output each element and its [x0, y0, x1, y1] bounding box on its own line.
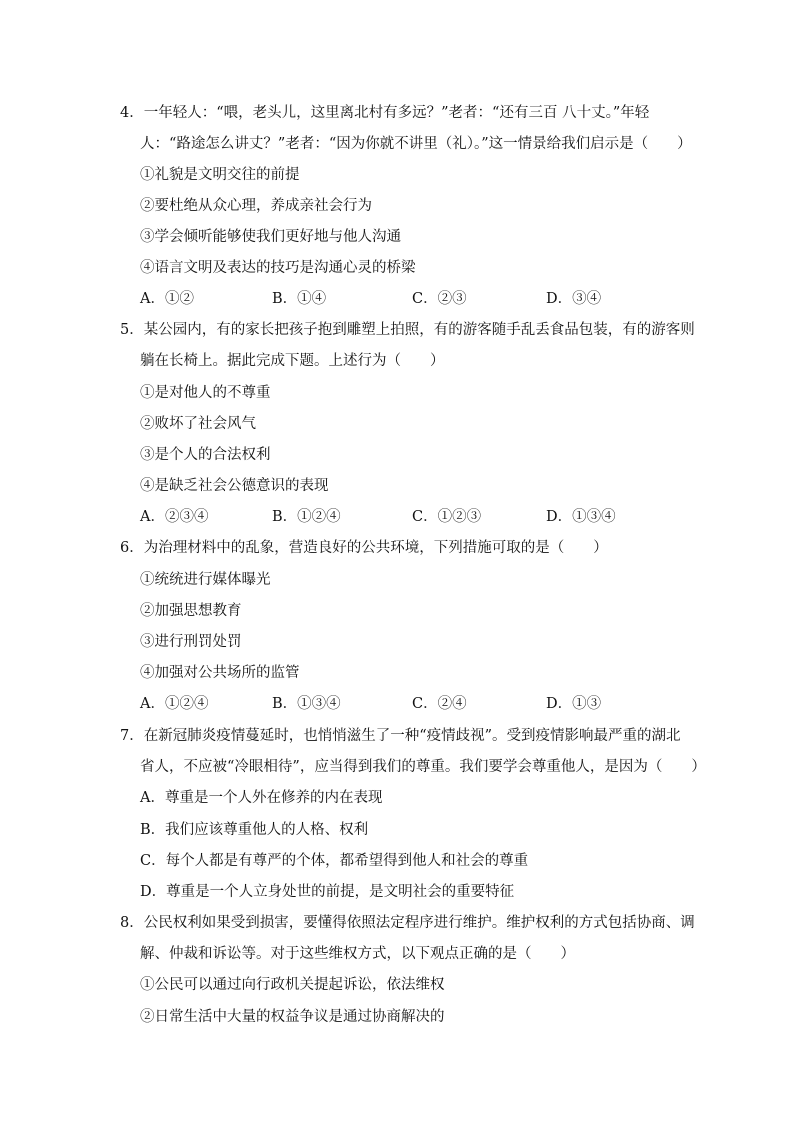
question-stem-line: 省人，不应被“冷眼相待”，应当得到我们的尊重。我们要学会尊重他人，是因为（ ） — [140, 759, 706, 775]
statement-item: ③是个人的合法权利 — [140, 447, 271, 463]
choice-c: C．②③ — [412, 291, 467, 307]
statement-item: ②要杜绝从众心理，养成亲社会行为 — [140, 198, 372, 214]
question-stem-line: 5．某公园内，有的家长把孩子抱到雕塑上拍照，有的游客随手乱丢食品包装，有的游客则 — [120, 322, 695, 338]
statement-item: ①统统进行媒体曝光 — [140, 572, 271, 588]
question-stem-line: 6．为治理材料中的乱象，营造良好的公共环境，下列措施可取的是（ ） — [120, 540, 608, 556]
choice-b: B．①②④ — [272, 509, 341, 525]
statement-item: ①礼貌是文明交往的前提 — [140, 167, 300, 183]
choice-d: D．③④ — [546, 291, 602, 307]
choice-a: A．①②④ — [140, 696, 209, 712]
choice-a: A．①② — [140, 291, 194, 307]
choice-c: C．每个人都是有尊严的个体，都希望得到他人和社会的尊重 — [140, 853, 529, 869]
statement-item: ①是对他人的不尊重 — [140, 385, 271, 401]
statement-item: ③进行刑罚处罚 — [140, 634, 242, 650]
choice-d: D．尊重是一个人立身处世的前提，是文明社会的重要特征 — [140, 884, 515, 900]
choice-a: A．②③④ — [140, 509, 209, 525]
statement-item: ②加强思想教育 — [140, 603, 242, 619]
choice-d: D．①③ — [546, 696, 602, 712]
question-stem-line: 7．在新冠肺炎疫情蔓延时，也悄悄滋生了一种“疫情歧视”。受到疫情影响最严重的湖北 — [120, 728, 681, 744]
question-stem-line: 躺在长椅上。据此完成下题。上述行为（ ） — [140, 353, 445, 369]
question-stem-line: 4．一年轻人：“喂，老头儿，这里离北村有多远？”老者：“还有三百 八十丈。”年轻 — [120, 105, 650, 121]
statement-item: ④语言文明及表达的技巧是沟通心灵的桥梁 — [140, 260, 416, 276]
choice-c: C．①②③ — [412, 509, 482, 525]
question-stem-line: 8．公民权利如果受到损害，要懂得依照法定程序进行维护。维护权利的方式包括协商、调 — [120, 915, 695, 931]
choice-b: B．①③④ — [272, 696, 341, 712]
choice-b: B．我们应该尊重他人的人格、权利 — [140, 822, 369, 838]
choice-b: B．①④ — [272, 291, 327, 307]
question-stem-line: 解、仲裁和诉讼等。对于这些维权方式，以下观点正确的是（ ） — [140, 946, 575, 962]
choice-c: C．②④ — [412, 696, 467, 712]
choice-a: A．尊重是一个人外在修养的内在表现 — [140, 790, 383, 806]
statement-item: ④加强对公共场所的监管 — [140, 665, 300, 681]
statement-item: ③学会倾听能够使我们更好地与他人沟通 — [140, 229, 401, 245]
statement-item: ④是缺乏社会公德意识的表现 — [140, 478, 329, 494]
statement-item: ①公民可以通过向行政机关提起诉讼，依法维权 — [140, 977, 445, 993]
statement-item: ②日常生活中大量的权益争议是通过协商解决的 — [140, 1009, 445, 1025]
statement-item: ②败坏了社会风气 — [140, 416, 256, 432]
question-stem-line: 人：“路途怎么讲丈？”老者：“因为你就不讲里（礼）。”这一情景给我们启示是（ ） — [140, 136, 692, 152]
choice-d: D．①③④ — [546, 509, 616, 525]
